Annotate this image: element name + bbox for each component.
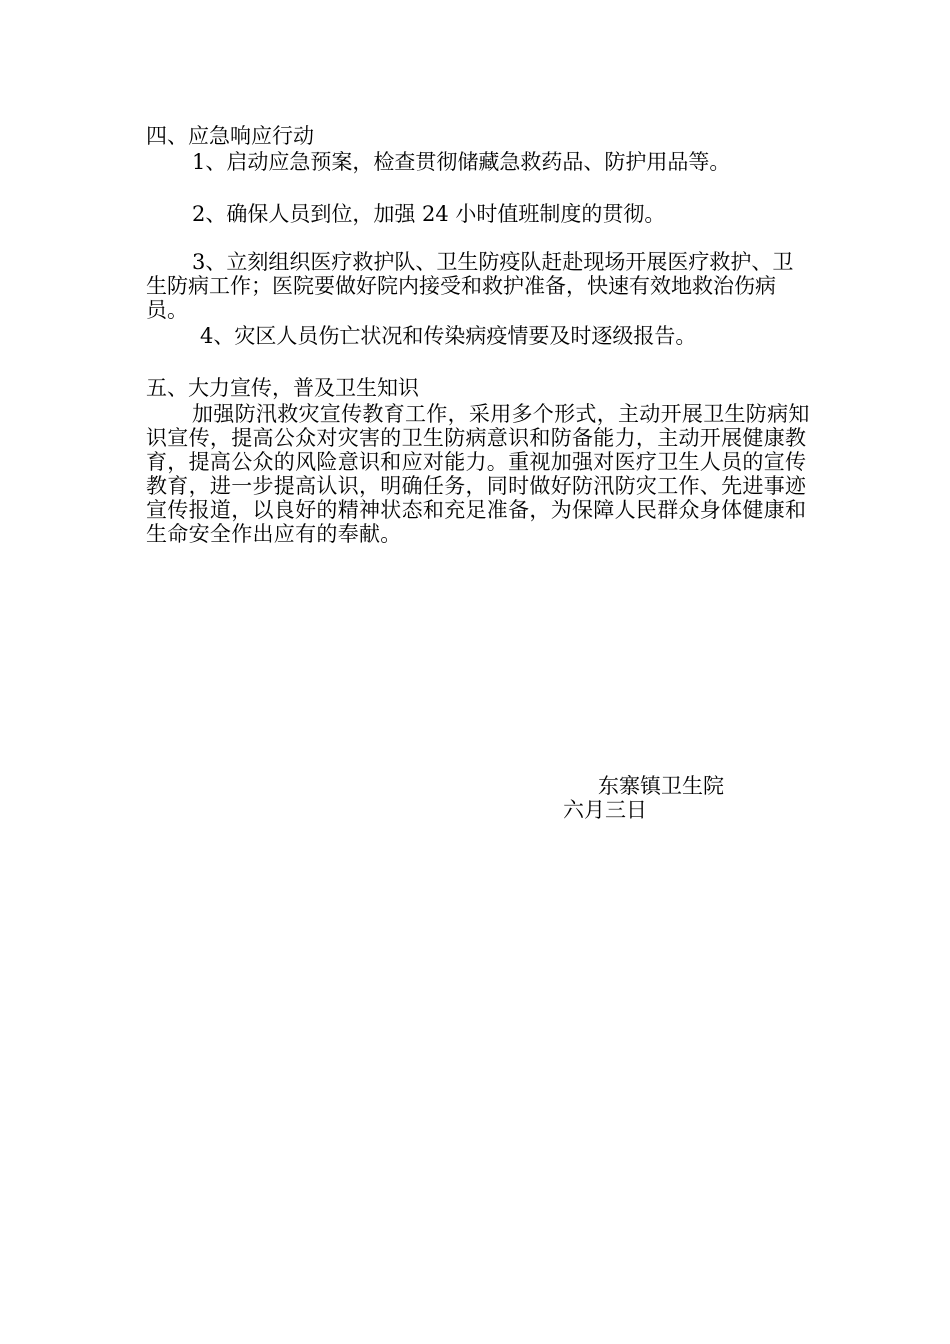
section-4-item-4: 4、灾区人员伤亡状况和传染病疫情要及时逐级报告。	[200, 324, 697, 348]
section-4-item-3: 3、立刻组织医疗救护队、卫生防疫队赶赴现场开展医疗救护、卫生防病工作；医院要做好院内接受和救护准备，快速有效地救治伤病员。	[146, 250, 794, 322]
section-4-heading: 四、应急响应行动	[146, 124, 314, 148]
section-5-body: 加强防汛救灾宣传教育工作，采用多个形式，主动开展卫生防病知识宣传，提高公众对灾害的卫生防病意识和防备能力，主动开展健康教育，提高公众的风险意识和应对能力。重视加强对医疗卫生人员的宣传教育，进一步提高认识，明确任务，同时做好防汛防灾工作、先进事迹宣传报道，以良好的精神状态和充足准备，为保障人民群众身体健康和生命安全作出应有的奉献。	[146, 402, 810, 546]
section-4-item-2: 2、确保人员到位，加强 24 小时值班制度的贯彻。	[192, 202, 666, 226]
section-5-heading: 五、大力宣传，普及卫生知识	[146, 376, 419, 400]
signature-organization: 东寨镇卫生院	[598, 774, 724, 798]
signature-date: 六月三日	[563, 798, 647, 822]
section-4-item-1: 1、启动应急预案，检查贯彻储藏急救药品、防护用品等。	[192, 150, 731, 174]
